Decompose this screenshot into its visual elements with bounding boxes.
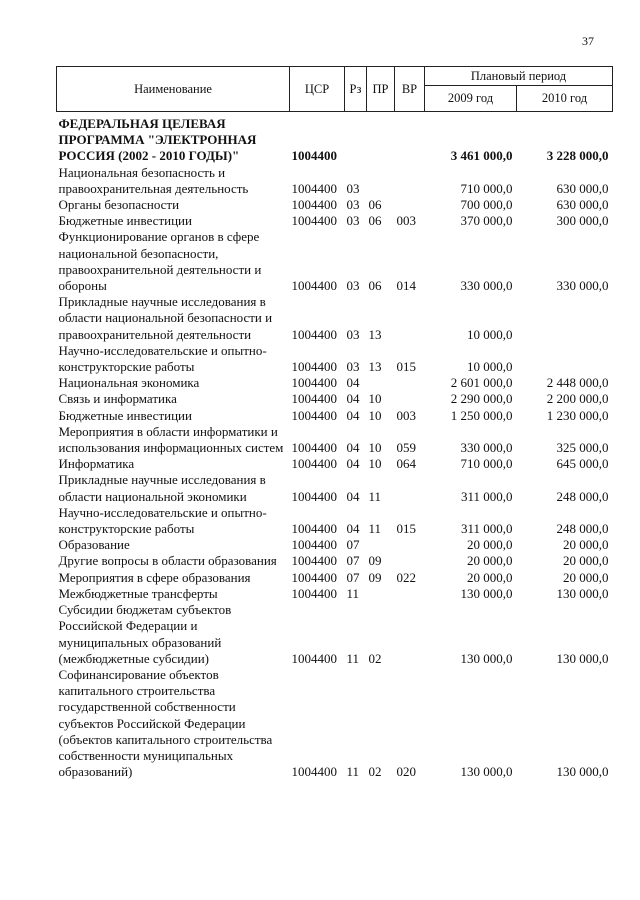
row-name: Субсидии бюджетам субъектов Российской Федерации и муниципальных образований (межбюджетные субсидии) [58, 602, 232, 666]
table-row [57, 472, 613, 504]
row-amount-2010: 2 200 000,0 [546, 391, 609, 407]
budget-table [56, 66, 613, 780]
row-amount-2009: 311 000,0 [460, 488, 513, 504]
row-rz: 04 [346, 488, 360, 504]
row-pr: 11 [368, 521, 382, 537]
row-vr [395, 165, 425, 197]
header-year-2009: 2009 год [425, 86, 517, 112]
row-csr: 1004400 [291, 521, 337, 537]
table-row [57, 537, 613, 553]
row-pr [367, 586, 395, 602]
row-pr: 06 [368, 213, 382, 229]
table-row [57, 505, 613, 537]
table-row [57, 602, 613, 667]
row-amount-2010: 20 000,0 [563, 553, 609, 569]
header-csr: ЦСР [290, 67, 345, 112]
row-csr: 1004400 [291, 537, 337, 553]
table-body [57, 112, 613, 781]
row-amount-2010: 248 000,0 [556, 488, 609, 504]
row-pr: 11 [368, 488, 382, 504]
row-vr: 014 [396, 278, 416, 294]
table-row [57, 197, 613, 213]
row-amount-2009: 130 000,0 [460, 585, 513, 601]
row-name: ФЕДЕРАЛЬНАЯ ЦЕЛЕВАЯ ПРОГРАММА "ЭЛЕКТРОННАЯ РОССИЯ (2002 - 2010 ГОДЫ)" [58, 116, 257, 164]
row-vr [395, 391, 425, 407]
row-amount-2010: 630 000,0 [556, 180, 609, 196]
row-amount-2010: 20 000,0 [563, 569, 609, 585]
row-name: Информатика [58, 456, 135, 472]
table-row [57, 165, 613, 197]
row-csr: 1004400 [291, 764, 337, 780]
row-name: Мероприятия в области информатики и использования информационных систем [58, 423, 284, 456]
row-vr: 020 [396, 764, 416, 780]
row-csr: 1004400 [291, 213, 337, 229]
row-pr: 13 [368, 326, 382, 342]
row-vr: 015 [396, 521, 416, 537]
row-amount-2009: 130 000,0 [460, 650, 513, 666]
row-rz: 03 [346, 278, 360, 294]
row-name: Образование [58, 537, 130, 553]
row-csr: 1004400 [291, 650, 337, 666]
row-csr: 1004400 [291, 569, 337, 585]
row-rz: 04 [346, 375, 360, 391]
row-csr: 1004400 [291, 197, 337, 213]
page-number: 37 [582, 34, 594, 48]
row-pr [367, 165, 395, 197]
row-vr: 015 [396, 359, 416, 375]
table-header [57, 67, 613, 112]
row-pr: 02 [368, 650, 382, 666]
row-pr [367, 537, 395, 553]
row-csr: 1004400 [291, 488, 337, 504]
table-row [57, 294, 613, 343]
row-rz: 11 [346, 585, 360, 601]
row-name: Органы безопасности [58, 197, 180, 213]
row-name: Прикладные научные исследования в области национальной экономики [58, 472, 266, 504]
table-row [57, 343, 613, 375]
row-rz: 04 [346, 456, 360, 472]
row-amount-2010: 645 000,0 [556, 456, 609, 472]
row-amount-2010: 20 000,0 [563, 537, 609, 553]
row-vr [395, 586, 425, 602]
row-amount-2009: 330 000,0 [460, 440, 513, 456]
row-csr: 1004400 [291, 326, 337, 342]
row-name: Национальная экономика [58, 375, 200, 391]
header-year-2010: 2010 год [517, 86, 613, 112]
row-amount-2009: 2 601 000,0 [450, 375, 513, 391]
row-name: Бюджетные инвестиции [58, 213, 192, 229]
table-row [57, 553, 613, 569]
row-rz: 04 [346, 440, 360, 456]
row-csr: 1004400 [291, 180, 337, 196]
row-rz: 04 [346, 521, 360, 537]
row-pr: 06 [368, 278, 382, 294]
table-row [57, 112, 613, 165]
row-amount-2009: 2 290 000,0 [450, 391, 513, 407]
row-rz: 07 [346, 553, 360, 569]
header-plan-period: Плановый период [425, 67, 613, 86]
row-amount-2010: 2 448 000,0 [546, 375, 609, 391]
row-pr: 09 [368, 569, 382, 585]
row-name: Связь и информатика [58, 391, 177, 407]
row-csr: 1004400 [291, 407, 337, 423]
table-row [57, 424, 613, 456]
row-vr: 003 [396, 213, 416, 229]
row-amount-2010 [517, 343, 613, 375]
row-pr: 02 [368, 764, 382, 780]
row-csr: 1004400 [291, 553, 337, 569]
row-amount-2010: 330 000,0 [556, 278, 609, 294]
row-pr: 10 [368, 440, 382, 456]
row-rz: 03 [346, 197, 360, 213]
header-rz: Рз [345, 67, 367, 112]
row-vr [395, 537, 425, 553]
table-row [57, 586, 613, 602]
table-row [57, 408, 613, 424]
row-amount-2009: 700 000,0 [460, 197, 513, 213]
table-row [57, 391, 613, 407]
row-name: Национальная безопасность и правоохранительная деятельность [58, 164, 249, 196]
row-pr: 13 [368, 359, 382, 375]
row-name: Прикладные научные исследования в области национальной безопасности и правоохранительной деятельности [58, 294, 273, 342]
row-amount-2010: 130 000,0 [556, 764, 609, 780]
row-name: Другие вопросы в области образования [58, 553, 277, 569]
row-rz: 11 [346, 650, 360, 666]
row-amount-2010: 3 228 000,0 [546, 148, 609, 164]
row-csr: 1004400 [291, 148, 337, 164]
row-amount-2009: 3 461 000,0 [450, 148, 513, 164]
row-vr [395, 197, 425, 213]
row-amount-2010: 130 000,0 [556, 650, 609, 666]
row-csr: 1004400 [291, 391, 337, 407]
row-vr: 022 [396, 569, 416, 585]
row-name: Научно-исследовательские и опытно-конструкторские работы [58, 504, 267, 537]
header-name: Наименование [57, 67, 290, 112]
row-amount-2009: 1 250 000,0 [450, 407, 513, 423]
row-name: Функционирование органов в сфере национальной безопасности, правоохранительной деятельности и обороны [58, 229, 262, 294]
row-pr: 09 [368, 553, 382, 569]
row-amount-2010: 630 000,0 [556, 197, 609, 213]
row-vr [395, 112, 425, 165]
row-pr: 10 [368, 407, 382, 423]
row-amount-2009: 330 000,0 [460, 278, 513, 294]
row-amount-2010: 1 230 000,0 [546, 407, 609, 423]
table-row [57, 456, 613, 472]
row-amount-2010 [517, 294, 613, 343]
row-amount-2010: 325 000,0 [556, 440, 609, 456]
row-vr [395, 602, 425, 667]
row-vr: 059 [396, 440, 416, 456]
row-rz: 04 [346, 407, 360, 423]
row-csr: 1004400 [291, 375, 337, 391]
row-name: Межбюджетные трансферты [58, 585, 218, 601]
table-row [57, 229, 613, 294]
row-rz: 03 [346, 213, 360, 229]
row-vr: 064 [396, 456, 416, 472]
row-vr [395, 294, 425, 343]
row-amount-2009: 20 000,0 [467, 569, 513, 585]
row-amount-2010: 130 000,0 [556, 585, 609, 601]
row-rz: 07 [346, 569, 360, 585]
table-row [57, 667, 613, 780]
row-pr [367, 375, 395, 391]
row-amount-2009: 710 000,0 [460, 456, 513, 472]
row-vr: 003 [396, 407, 416, 423]
row-amount-2009: 311 000,0 [460, 521, 513, 537]
row-name: Софинансирование объектов капитального строительства государственной собственности субъектов Российской Федерации (объектов капитального строительства собственности муниципальных образований) [58, 666, 273, 780]
row-name: Бюджетные инвестиции [58, 407, 192, 423]
row-pr: 10 [368, 391, 382, 407]
row-rz: 03 [346, 180, 360, 196]
row-rz: 03 [346, 359, 360, 375]
row-amount-2009: 130 000,0 [460, 764, 513, 780]
row-csr: 1004400 [291, 440, 337, 456]
row-pr: 10 [368, 456, 382, 472]
row-amount-2010: 248 000,0 [556, 521, 609, 537]
row-csr: 1004400 [291, 278, 337, 294]
row-csr: 1004400 [291, 456, 337, 472]
table-row [57, 375, 613, 391]
row-amount-2009: 710 000,0 [460, 180, 513, 196]
row-csr: 1004400 [291, 585, 337, 601]
table-row [57, 213, 613, 229]
row-pr: 06 [368, 197, 382, 213]
row-amount-2009: 20 000,0 [467, 537, 513, 553]
header-vr: ВР [395, 67, 425, 112]
row-amount-2009: 10 000,0 [467, 359, 513, 375]
row-rz: 03 [346, 326, 360, 342]
row-vr [395, 375, 425, 391]
row-rz: 07 [346, 537, 360, 553]
row-rz: 04 [346, 391, 360, 407]
row-amount-2010: 300 000,0 [556, 213, 609, 229]
header-pr: ПР [367, 67, 395, 112]
row-amount-2009: 370 000,0 [460, 213, 513, 229]
row-name: Мероприятия в сфере образования [58, 569, 251, 585]
row-vr [395, 472, 425, 504]
row-rz: 11 [346, 764, 360, 780]
row-csr: 1004400 [291, 359, 337, 375]
row-rz [345, 112, 367, 165]
row-vr [395, 553, 425, 569]
row-name: Научно-исследовательские и опытно-конструкторские работы [58, 342, 267, 375]
table-row [57, 570, 613, 586]
row-amount-2009: 20 000,0 [467, 553, 513, 569]
row-pr [367, 112, 395, 165]
row-amount-2009: 10 000,0 [467, 326, 513, 342]
